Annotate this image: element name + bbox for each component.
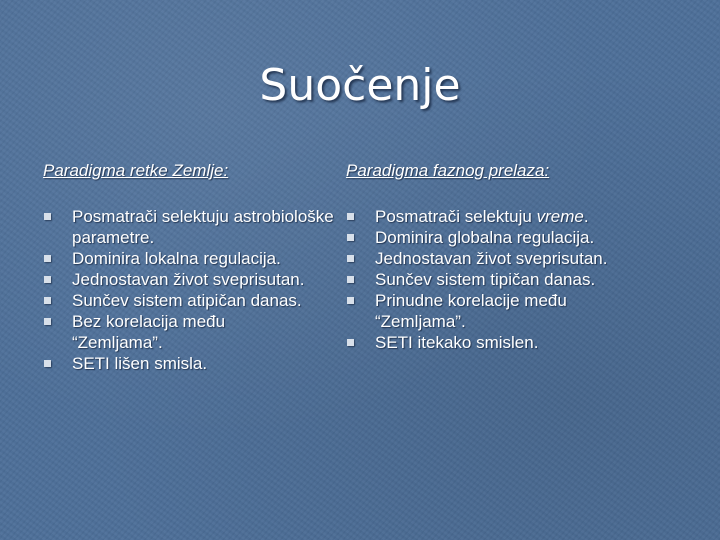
- right-bullet-list: [346, 206, 686, 353]
- left-column-heading: Paradigma retke Zemlje:: [43, 161, 229, 180]
- list-item-text: Posmatrači selektuju astrobiološke parametre.: [72, 207, 334, 247]
- slide-title: Suočenje: [259, 60, 461, 111]
- list-item-text: [375, 206, 686, 227]
- list-item: [346, 332, 686, 353]
- list-item-text: Prinudne korelacije među “Zemljama”.: [375, 291, 567, 331]
- square-bullet-icon: [44, 213, 51, 220]
- list-item: [43, 353, 363, 374]
- square-bullet-icon: [44, 297, 51, 304]
- left-bullet-list: [43, 206, 363, 374]
- list-item-text: Jednostavan život sveprisutan.: [72, 270, 305, 289]
- list-item-text: SETI lišen smisla.: [72, 354, 208, 373]
- list-item-text-emphasis: vreme: [536, 207, 584, 226]
- list-item-text-suffix: .: [583, 207, 589, 226]
- list-item-text: Sunčev sistem tipičan danas.: [375, 270, 596, 289]
- list-item-text: SETI itekako smislen.: [375, 333, 539, 352]
- list-item-text: Jednostavan život sveprisutan.: [375, 249, 608, 268]
- square-bullet-icon: [44, 318, 51, 325]
- list-item: [43, 269, 363, 290]
- list-item: [346, 290, 605, 332]
- list-item-text: Dominira lokalna regulacija.: [72, 249, 281, 268]
- list-item: [346, 248, 686, 269]
- square-bullet-icon: [347, 339, 354, 346]
- list-item: [43, 248, 363, 269]
- list-item: [43, 311, 272, 353]
- square-bullet-icon: [347, 255, 354, 262]
- square-bullet-icon: [347, 297, 354, 304]
- right-column: [346, 160, 686, 353]
- list-item-text: Sunčev sistem atipičan danas.: [72, 291, 302, 310]
- list-item: [346, 206, 686, 227]
- square-bullet-icon: [347, 276, 354, 283]
- list-item-text-prefix: Posmatrači selektuju: [375, 207, 537, 226]
- square-bullet-icon: [44, 360, 51, 367]
- list-item: [43, 206, 363, 248]
- left-column: [43, 160, 363, 374]
- square-bullet-icon: [347, 213, 354, 220]
- square-bullet-icon: [347, 234, 354, 241]
- square-bullet-icon: [44, 276, 51, 283]
- list-item: [346, 227, 686, 248]
- list-item: [43, 290, 363, 311]
- list-item-text: Bez korelacija među “Zemljama”.: [72, 312, 226, 352]
- square-bullet-icon: [44, 255, 51, 262]
- right-column-heading: Paradigma faznog prelaza:: [346, 161, 550, 180]
- list-item-text: Dominira globalna regulacija.: [375, 228, 595, 247]
- list-item: [346, 269, 686, 290]
